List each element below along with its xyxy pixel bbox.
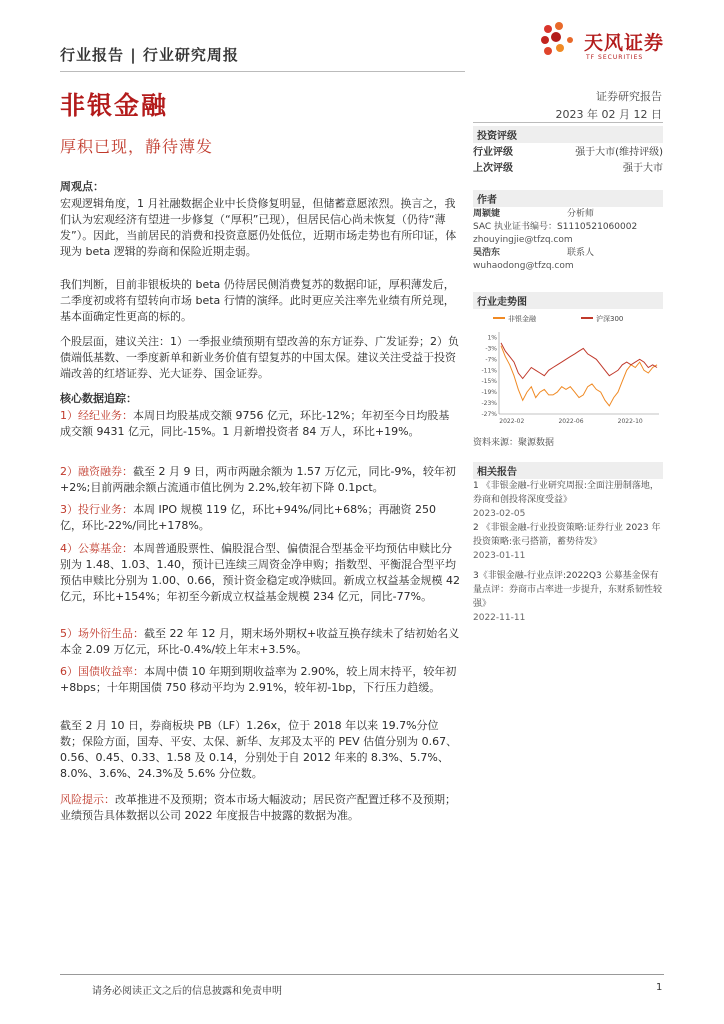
report-date: 2023 年 02 月 12 日 [555,108,662,121]
item-label: 3）投行业务： [60,503,133,516]
item-label: 6）国债收益率： [60,665,144,678]
item-text: 本周 IPO 规模 119 亿，环比+94%/同比+68%；再融资 250 亿，环比-22%/同比+178%。 [60,503,437,532]
author-email[interactable]: wuhaodong@tfzq.com [473,261,574,271]
x-tick-label: 2022-10 [617,418,643,425]
item-label: 5）场外衍生品： [60,627,144,640]
company-name-en: TF SECURITIES [586,54,644,61]
y-tick-label: -23% [481,400,497,408]
related-date: 2023-01-11 [473,551,526,561]
report-subtitle: 厚积已现，静待薄发 [60,137,214,156]
trend-chart-svg [473,310,663,430]
series-line [501,343,657,379]
points-head: 周观点： [60,180,104,193]
item-text: 本周中债 10 年期到期收益率为 2.90%，较上周末持平，较年初+8bps；十年期国债 750 移动平均为 2.91%，较年初-1bp，下行压力趋缓。 [60,665,457,694]
authors-head: 作者 [473,190,663,207]
item-label: 4）公募基金： [60,542,133,555]
risk-note [60,792,460,824]
paragraph: 宏观逻辑角度，1 月社融数据企业中长贷修复明显，但储蓄意愿浓烈。换言之，我们认为宏观经济有望进一步修复（“厚积”已现），但居民信心尚未恢复（仍待“薄发”）。因此，当前居民的消费和投资意愿仍处低位，近期市场走势也有所印证，体现为 beta 逻辑的券商和保险近期走弱。 [60,197,457,258]
footer-divider [60,974,664,975]
x-tick-label: 2022-06 [558,418,584,425]
paragraph: 个股层面，建议关注：1）一季报业绩预期有望改善的东方证券、广发证券；2）负债端低基数、一季度新单和新业务价值有望复苏的中国太保。建议关注受益于投资端改善的红塔证券、光大证券、国金证券。 [60,335,459,380]
item-text: 本周普通股票性、偏股混合型、偏债混合型基金平均预估申赎比分别为 1.48、1.03、1.40，预计已连续三周资金净申购；指数型、平衡混合型平均预估申赎比分别为 1.00、0.66，预计资金稳定或净赎回。新成立权益基金规模 42 亿元，环比+154%；年初至今新成立权益基金规模 234 亿元，同比-77%。 [60,542,460,603]
y-tick-label: -3% [485,345,497,353]
related-report[interactable] [473,479,663,521]
logo-flower-icon [534,20,582,68]
y-tick-label: -7% [485,356,497,364]
paragraph: 我们判断，目前非银板块的 beta 仍待居民侧消费复苏的数据印证，厚积薄发后，二季度初或将有望转向市场 beta 行情的演绎。此时更应关注率先业绩有所兑现，基本面确定性更高的标的。 [60,278,455,323]
risk-text: 改革推进不及预期；资本市场大幅波动；居民资产配置迁移不及预期；业绩预告具体数据以公司 2022 年度报告中披露的数据为准。 [60,793,456,822]
y-tick-label: 1% [487,334,497,342]
item-label: 2）融资融券： [60,465,133,478]
author-email[interactable]: zhouyingjie@tfzq.com [473,235,573,245]
page-number: 1 [656,982,663,993]
author-name: 周颖婕 [473,209,501,219]
sector-title: 非银金融 [60,91,169,120]
related-report[interactable] [473,521,663,563]
author-role: 联系人 [567,248,595,258]
data-item [60,626,460,658]
y-tick-label: -27% [481,411,497,418]
footer-disclaimer: 请务必阅读正文之后的信息披露和免责申明 [92,986,282,997]
author-role: 分析师 [567,209,595,219]
related-report[interactable] [473,569,663,625]
rating-value: 强于大市(维持评级) [575,147,663,158]
rating-row [473,143,663,158]
related-head: 相关报告 [473,462,663,479]
data-item [60,664,460,696]
related-date: 2022-11-11 [473,613,526,623]
rating-value: 强于大市 [623,163,663,174]
company-name: 天风证券 [584,32,665,54]
related-title[interactable]: 3《非银金融-行业点评:2022Q3 公募基金保有量点评：券商市占率进一步提升，东财系韧性较强》 [473,571,663,609]
y-tick-label: -15% [481,378,497,386]
core-data-head: 核心数据追踪： [60,392,137,405]
author-block [473,208,663,273]
data-item [60,502,460,534]
data-item [60,408,460,440]
rating-row [473,159,663,174]
author-sac: SAC 执业证书编号：S1110521060002 [473,222,638,232]
rating-label: 上次评级 [473,163,513,174]
chart-source: 资料来源：聚源数据 [473,438,555,448]
related-title[interactable]: 2 《非银金融-行业投资策略:证券行业 2023 年投资策略:张弓搭箭，蓄势待发》 [473,523,661,547]
report-category: 行业报告 | 行业研究周报 [60,46,239,64]
data-item [60,464,460,496]
header-divider [60,71,465,72]
rating-head: 投资评级 [473,126,663,143]
rating-label: 行业评级 [473,147,513,158]
report-type: 证券研究报告 [596,90,662,103]
legend-label: 非银金融 [508,315,536,323]
right-divider [473,122,663,123]
data-item [60,541,460,605]
trend-chart [473,310,663,430]
y-tick-label: -11% [481,367,497,375]
related-title[interactable]: 1 《非银金融-行业研究周报:全面注册制落地，券商和创投将深度受益》 [473,481,659,505]
paragraph: 截至 2 月 10 日，券商板块 PB（LF）1.26x，位于 2018 年以来 19.7%分位数；保险方面，国寿、平安、太保、新华、友邦及太平的 PEV 估值分别为 0.67、0.56、0.45、0.33、1.58 及 0.14，分别处于自 2012 年来的 8.3%、5.7%、8.0%、3.6%、24.3%及 5.6% 分位数。 [60,719,458,780]
trend-head: 行业走势图 [473,292,663,309]
y-tick-label: -19% [481,389,497,397]
related-date: 2023-02-05 [473,509,526,519]
item-text: 本周日均股基成交额 9756 亿元，环比-12%；年初至今日均股基成交额 9431 亿元，同比-15%。1 月新增投资者 84 万人，环比+19%。 [60,409,450,438]
author-name: 吴浩东 [473,248,501,258]
legend-label: 沪深300 [596,315,624,323]
item-text: 截至 2 月 9 日，两市两融余额为 1.57 万亿元，同比-9%，较年初+2%;目前两融余额占流通市值比例为 2.2%,较年初下降 0.1pct。 [60,465,456,494]
item-text: 截至 22 年 12 月，期末场外期权+收益互换存续未了结初始名义本金 2.09 万亿元，环比-0.4%/较上年末+3.5%。 [60,627,460,656]
item-label: 1）经纪业务： [60,409,133,422]
risk-label: 风险提示： [60,793,115,806]
x-tick-label: 2022-02 [499,418,525,425]
